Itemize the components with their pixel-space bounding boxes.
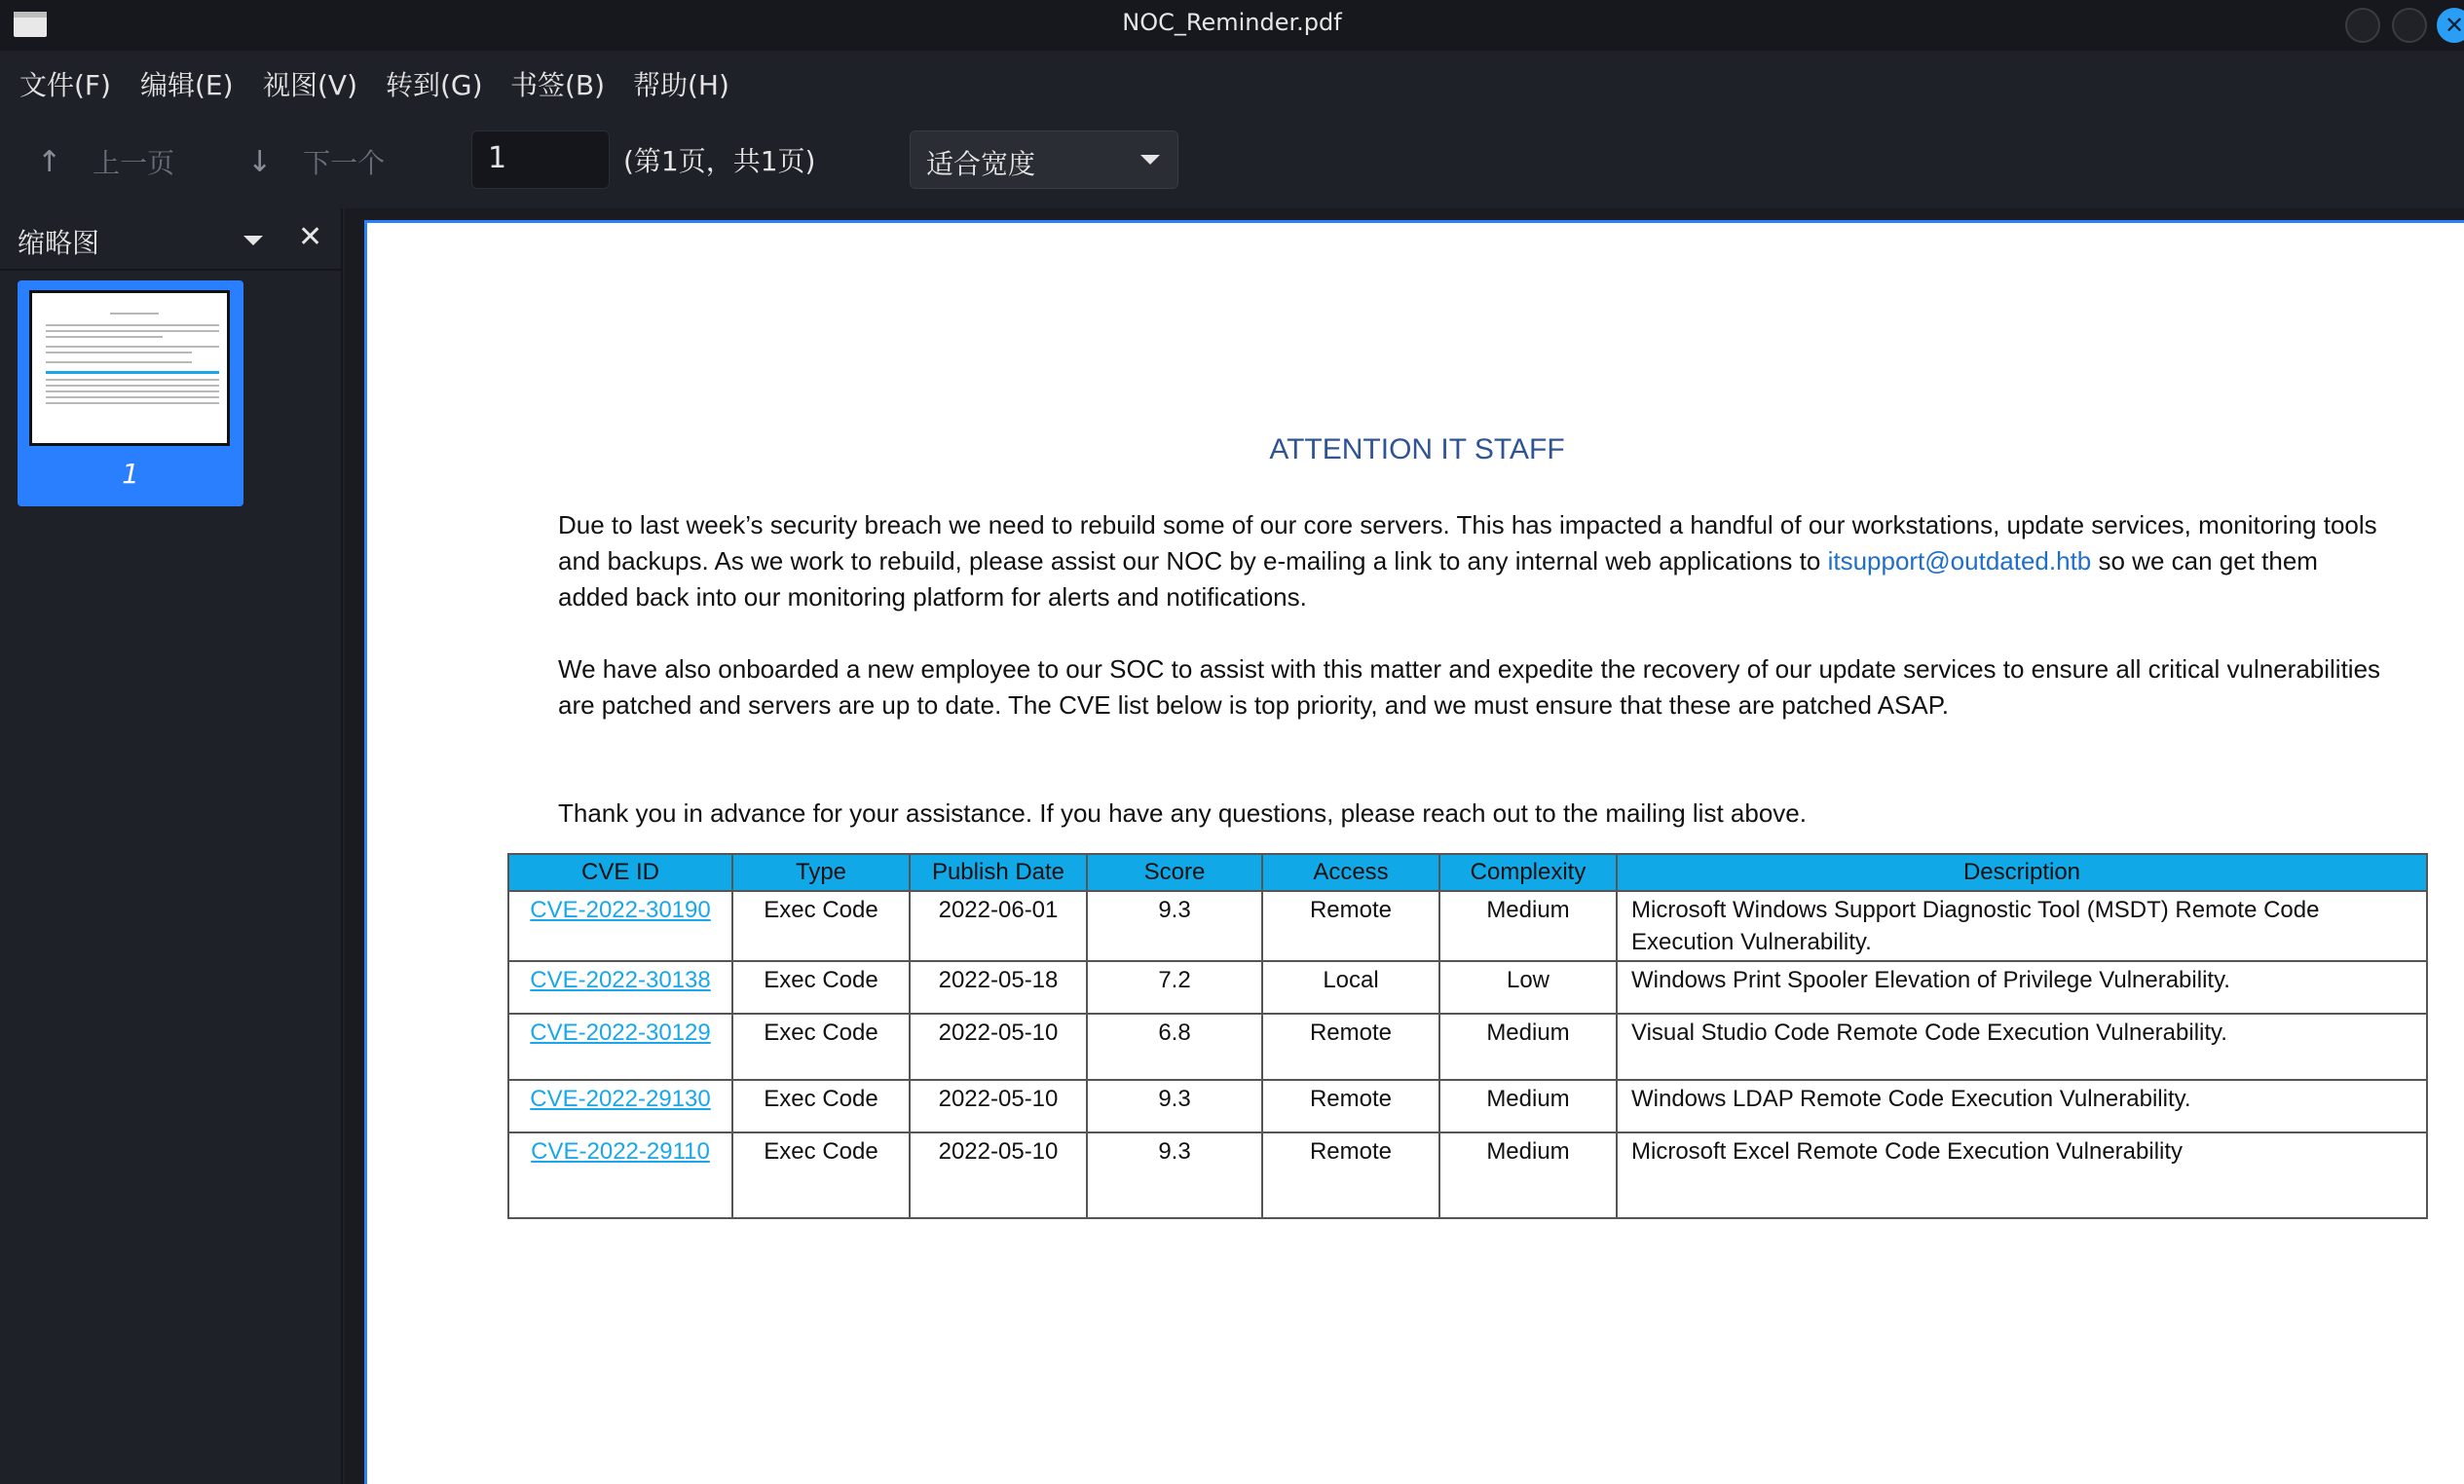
table-cell: 9.3 (1087, 1080, 1262, 1132)
table-cell: 7.2 (1087, 961, 1262, 1014)
title-bar (0, 0, 2464, 51)
table-cell: 2022-05-10 (910, 1080, 1087, 1132)
table-row (508, 961, 2427, 1014)
paragraph-1-text-end: so we can get them added back into our monitoring platform for alerts and notifications. (558, 546, 2318, 612)
table-cell: Medium (1439, 1014, 1617, 1080)
zoom-select-value: 适合宽度 (926, 148, 1036, 180)
table-row (508, 1132, 2427, 1218)
document-title: ATTENTION IT STAFF (1269, 433, 1565, 465)
sidebar-header (0, 208, 343, 271)
close-window-button[interactable]: ✕ (2437, 8, 2464, 43)
cve-link[interactable]: CVE-2022-29130 (530, 1086, 711, 1112)
table-cell: 2022-05-18 (910, 961, 1087, 1014)
table-cell: Remote (1262, 1080, 1439, 1132)
window-title: NOC_Reminder.pdf (1122, 9, 1342, 36)
column-header: CVE ID (508, 854, 732, 891)
cve-link[interactable]: CVE-2022-29110 (531, 1138, 710, 1165)
menu-help[interactable]: 帮助(H) (633, 69, 729, 101)
thumbnail-sidebar (0, 208, 343, 1484)
sidebar-title: 缩略图 (18, 227, 100, 259)
table-row (508, 891, 2427, 961)
paragraph-3: Thank you in advance for your assistance. If you have any questions, please reach out to the mailing list above. (558, 798, 1807, 828)
cve-id-cell (508, 1014, 732, 1080)
toolbar (0, 115, 2464, 208)
arrow-down-icon: ↓ (247, 144, 273, 179)
menu-go[interactable]: 转到(G) (386, 69, 483, 101)
thumbnail-preview (29, 290, 230, 446)
paragraph-2: We have also onboarded a new employee to our SOC to assist with this matter and expedite the recovery of our update services to ensure all critical vulnerabilities are patched and servers are up to date. The CVE list below is top priority, and we must ensure that these are patched ASAP. (558, 654, 2381, 720)
table-cell: Exec Code (732, 961, 910, 1014)
column-header: Type (732, 854, 910, 891)
maximize-button[interactable] (2392, 8, 2427, 43)
table-cell: Medium (1439, 1080, 1617, 1132)
pdf-page (364, 220, 2464, 1484)
next-page-button[interactable] (247, 138, 385, 185)
table-row (508, 1080, 2427, 1132)
column-header: Description (1617, 854, 2427, 891)
table-cell: Windows LDAP Remote Code Execution Vulnerability. (1617, 1080, 2427, 1132)
table-cell: Low (1439, 961, 1617, 1014)
column-header: Publish Date (910, 854, 1087, 891)
page-number-input[interactable]: 1 (471, 130, 610, 189)
thumbnail-page-number: 1 (122, 458, 139, 490)
column-header: Complexity (1439, 854, 1617, 891)
support-email-link[interactable]: itsupport@outdated.htb (1827, 546, 2092, 575)
column-header: Score (1087, 854, 1262, 891)
table-cell: Exec Code (732, 1132, 910, 1218)
menu-bar (0, 51, 2464, 115)
menu-edit[interactable]: 编辑(E) (140, 69, 234, 101)
menu-bookmarks[interactable]: 书签(B) (510, 69, 606, 101)
cve-link[interactable]: CVE-2022-30129 (530, 1020, 711, 1046)
cve-id-cell (508, 1132, 732, 1218)
table-cell: Exec Code (732, 1080, 910, 1132)
cve-link[interactable]: CVE-2022-30190 (530, 897, 711, 923)
table-cell: Visual Studio Code Remote Code Execution Vulnerability. (1617, 1014, 2427, 1080)
table-cell: Remote (1262, 891, 1439, 961)
cve-id-cell (508, 891, 732, 961)
table-cell: Medium (1439, 891, 1617, 961)
table-cell: 2022-06-01 (910, 891, 1087, 961)
minimize-button[interactable] (2345, 8, 2380, 43)
previous-page-label: 上一页 (93, 147, 175, 179)
paragraph-1 (558, 507, 2389, 615)
sidebar-mode-dropdown-icon[interactable] (243, 236, 263, 245)
table-cell: Exec Code (732, 1014, 910, 1080)
page-count-info: (第1页，共1页) (623, 145, 816, 177)
table-cell: 2022-05-10 (910, 1014, 1087, 1080)
sidebar-close-icon[interactable]: ✕ (298, 220, 323, 254)
zoom-select[interactable] (910, 130, 1178, 189)
cve-link[interactable]: CVE-2022-30138 (530, 967, 711, 993)
table-cell: Local (1262, 961, 1439, 1014)
table-cell: Remote (1262, 1014, 1439, 1080)
table-cell: Windows Print Spooler Elevation of Privilege Vulnerability. (1617, 961, 2427, 1014)
menu-view[interactable]: 视图(V) (263, 69, 358, 101)
cve-id-cell (508, 1080, 732, 1132)
next-page-label: 下一个 (303, 147, 386, 179)
table-cell: Remote (1262, 1132, 1439, 1218)
table-cell: Exec Code (732, 891, 910, 961)
document-viewer[interactable] (345, 208, 2464, 1484)
table-cell: Microsoft Windows Support Diagnostic Tool (MSDT) Remote Code Execution Vulnerability. (1617, 891, 2427, 961)
table-row (508, 1014, 2427, 1080)
column-header: Access (1262, 854, 1439, 891)
menu-file[interactable]: 文件(F) (19, 69, 111, 101)
table-cell: 6.8 (1087, 1014, 1262, 1080)
table-cell: Medium (1439, 1132, 1617, 1218)
chevron-down-icon (1140, 155, 1160, 165)
page-thumbnail[interactable] (18, 280, 243, 506)
previous-page-button[interactable] (37, 138, 174, 185)
cve-table (507, 853, 2428, 1219)
table-cell: 9.3 (1087, 891, 1262, 961)
table-cell: 2022-05-10 (910, 1132, 1087, 1218)
cve-id-cell (508, 961, 732, 1014)
table-cell: 9.3 (1087, 1132, 1262, 1218)
table-cell: Microsoft Excel Remote Code Execution Vulnerability (1617, 1132, 2427, 1218)
paragraph-1-text: Due to last week’s security breach we need to rebuild some of our core servers. This has impacted a handful of our workstations, update services, monitoring tools and backups. As we work to rebuild, please assist our NOC by e-mailing a link to any internal web applications to (558, 510, 2377, 575)
arrow-up-icon: ↑ (37, 144, 62, 179)
table-header-row (508, 854, 2427, 891)
